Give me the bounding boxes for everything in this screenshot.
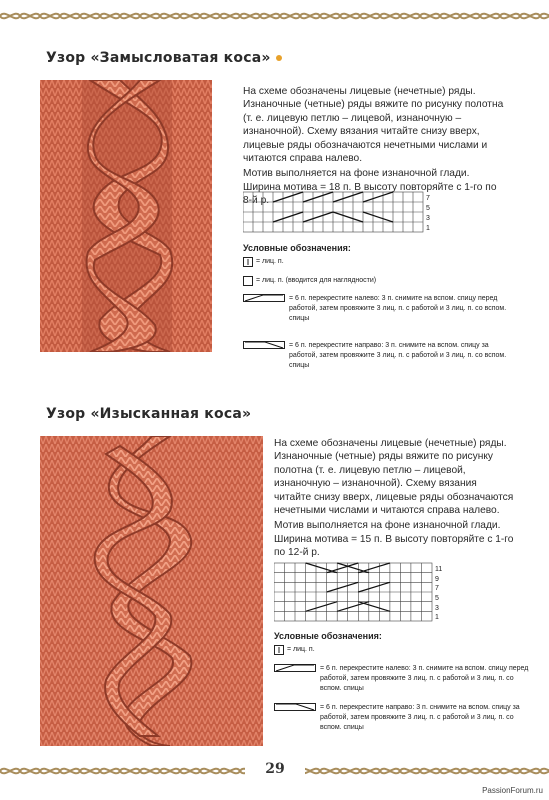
section1-paragraph1: На схеме обозначены лицевые (нечетные) ряды. Изнаночные (четные) ряды вяжите по рисунку полотна (т. е. лицевую петлю – лицевой, изнаночную – изнаночной). Схему вязания читайте снизу вверх, лицевые ряды обозначаются нечетными числами и читаются справа налево. xyxy=(243,86,504,165)
section2-legend-title: Условные обозначения: xyxy=(274,631,382,641)
section1-legend-cross-right: = 6 п. перекрестите направо: 3 п. снимите на вспом. спицу за работой, затем провяжите 3 лиц. п. с работой и 3 лиц. п. со вспом. спицы xyxy=(243,341,523,375)
page-number: 29 xyxy=(265,761,285,777)
chart2-row-1: 1 xyxy=(435,614,439,621)
accent-dot-icon xyxy=(276,55,282,61)
cable-right-icon xyxy=(274,703,316,711)
chart2-row-9: 9 xyxy=(435,576,439,583)
section1-legend-knit: = лиц. п. xyxy=(243,257,503,269)
section2-legend-knit: = лиц. п. xyxy=(274,645,514,657)
empty-stitch-icon xyxy=(243,276,253,286)
top-ornament-border xyxy=(0,8,549,24)
chart2-row-7: 7 xyxy=(435,585,439,592)
chart2-row-3: 3 xyxy=(435,605,439,612)
knit-stitch-icon xyxy=(243,257,253,267)
section2-description xyxy=(274,437,514,562)
section1-legend-cross-left: = 6 п. перекрестите налево: 3 п. снимите на вспом. спицу перед работой, затем провяжите 3 лиц. п. с работой и 3 лиц. п. со вспом. спицы xyxy=(243,294,523,328)
chart1-row-5: 5 xyxy=(426,205,430,212)
cable-right-icon xyxy=(243,341,285,349)
section1-knitting-chart xyxy=(243,190,443,241)
section1-paragraph2: Мотив выполняется на фоне изнаночной глади. Ширина мотива = 18 п. В высоту повторяйте с 1-го по 8-й р. xyxy=(243,168,497,207)
chart1-row-1: 1 xyxy=(426,225,430,232)
section2-knitting-chart xyxy=(274,562,454,629)
cable-left-icon xyxy=(274,664,316,672)
section1-title: Узор «Замысловатая коса» xyxy=(46,50,282,66)
chart1-row-7: 7 xyxy=(426,195,430,202)
watermark: PassionForum.ru xyxy=(482,786,543,795)
cable-left-icon xyxy=(243,294,285,302)
section2-knit-photo xyxy=(40,436,263,746)
chart2-row-11: 11 xyxy=(435,566,443,573)
section1-knit-photo xyxy=(40,80,212,352)
section2-legend-cross-left: = 6 п. перекрестите налево: 3 п. снимите на вспом. спицу перед работой, затем провяжите 3 лиц. п. с работой и 3 лиц. п. со вспом. спицы xyxy=(274,664,534,698)
section1-legend-knit-visual: = лиц. п. (вводится для наглядности) xyxy=(243,276,503,288)
section2-legend-cross-right: = 6 п. перекрестите направо: 3 п. снимите на вспом. спицу за работой, затем провяжите 3 лиц. п. с работой и 3 лиц. п. со вспом. спицы xyxy=(274,703,534,737)
section2-title: Узор «Изысканная коса» xyxy=(46,406,252,422)
section2-paragraph2: Мотив выполняется на фоне изнаночной глади. Ширина мотива = 15 п. В высоту повторяйте с 1-го по 12-й р. xyxy=(274,520,514,559)
chart1-row-3: 3 xyxy=(426,215,430,222)
section1-legend-title: Условные обозначения: xyxy=(243,243,351,253)
chart2-row-5: 5 xyxy=(435,595,439,602)
section2-paragraph1: На схеме обозначены лицевые (нечетные) ряды. Изнаночные (четные) ряды вяжите по рисунку полотна (т. е. лицевую петлю – лицевой, изнаночную – изнаночной). Схему вязания читайте снизу вверх, лицевые ряды обозначаются нечетными числами и читаются справа налево. xyxy=(274,438,514,517)
knit-stitch-icon xyxy=(274,645,284,655)
